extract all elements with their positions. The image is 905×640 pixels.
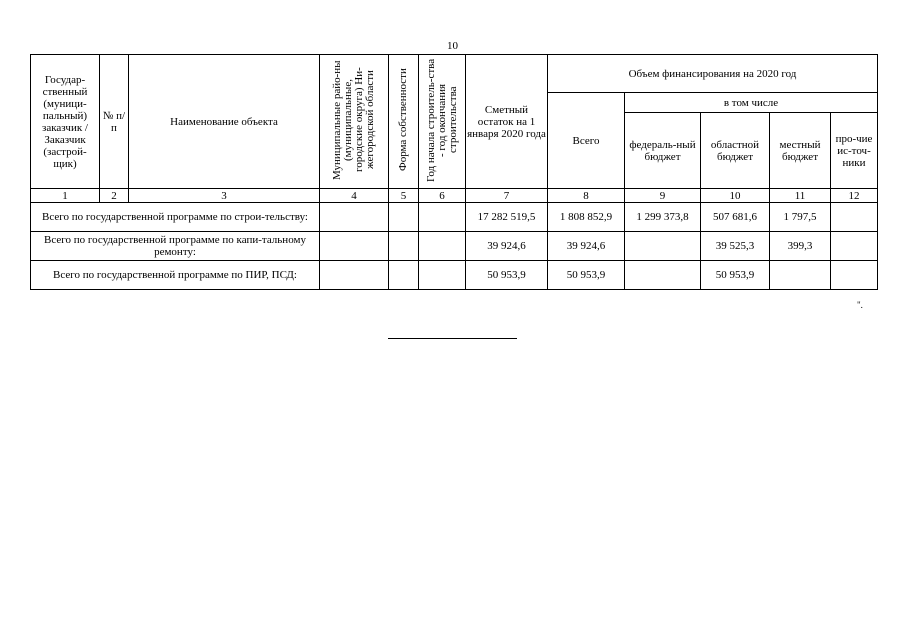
row-regional: 50 953,9: [701, 261, 770, 290]
header-row-1: [31, 55, 878, 93]
empty-cell: [320, 203, 389, 232]
header-ownership: [389, 55, 419, 189]
empty-cell: [320, 261, 389, 290]
header-federal: федераль-ный бюджет: [625, 113, 701, 189]
row-total: 39 924,6: [548, 232, 625, 261]
header-regional: областной бюджет: [701, 113, 770, 189]
header-local: местный бюджет: [770, 113, 831, 189]
header-years: [419, 55, 466, 189]
row-estimate: 17 282 519,5: [466, 203, 548, 232]
row-name: Всего по государственной программе по капи-тальному ремонту:: [31, 232, 320, 261]
table-row: [31, 261, 878, 290]
row-local: [770, 261, 831, 290]
empty-cell: [320, 232, 389, 261]
header-num: № п/п: [100, 55, 129, 189]
row-name: Всего по государственной программе по строи-тельству:: [31, 203, 320, 232]
row-name: Всего по государственной программе по ПИР, ПСД:: [31, 261, 320, 290]
header-years-text: Год начала строитель-ства - год окончания строительства: [424, 58, 459, 182]
column-number-row: [31, 189, 878, 203]
col-number: 9: [625, 189, 701, 203]
header-other: про-чие ис-точ-ники: [831, 113, 878, 189]
header-ownership-text: Форма собственности: [397, 68, 409, 172]
empty-cell: [389, 261, 419, 290]
col-number: 10: [701, 189, 770, 203]
header-total: Всего: [548, 93, 625, 189]
col-number: 2: [100, 189, 129, 203]
header-funding: Объем финансирования на 2020 год: [548, 55, 878, 93]
header-district-text: Муниципальные райо-ны (муниципальные, городские округа) Ни-жегородской области: [331, 60, 376, 180]
col-number: 3: [129, 189, 320, 203]
row-estimate: 39 924,6: [466, 232, 548, 261]
col-number: 8: [548, 189, 625, 203]
row-other: [831, 203, 878, 232]
row-other: [831, 261, 878, 290]
col-number: 6: [419, 189, 466, 203]
closing-quote-mark: ".: [857, 300, 863, 310]
row-other: [831, 232, 878, 261]
col-number: 12: [831, 189, 878, 203]
empty-cell: [419, 203, 466, 232]
header-customer: Государ-ственный (муници-пальный) заказчик / Заказчик (застрой-щик): [31, 55, 100, 189]
row-local: 1 797,5: [770, 203, 831, 232]
table-row: [31, 203, 878, 232]
header-district: [320, 55, 389, 189]
col-number: 7: [466, 189, 548, 203]
empty-cell: [419, 232, 466, 261]
row-estimate: 50 953,9: [466, 261, 548, 290]
col-number: 5: [389, 189, 419, 203]
col-number: 4: [320, 189, 389, 203]
row-total: 1 808 852,9: [548, 203, 625, 232]
row-federal: [625, 232, 701, 261]
row-regional: 39 525,3: [701, 232, 770, 261]
page-number: 10: [447, 40, 458, 52]
financing-table: [30, 54, 878, 290]
col-number: 1: [31, 189, 100, 203]
header-including: в том числе: [625, 93, 878, 113]
header-object-name: Наименование объекта: [129, 55, 320, 189]
row-local: 399,3: [770, 232, 831, 261]
empty-cell: [389, 203, 419, 232]
table-row: [31, 232, 878, 261]
row-federal: 1 299 373,8: [625, 203, 701, 232]
empty-cell: [389, 232, 419, 261]
empty-cell: [419, 261, 466, 290]
separator-line: [388, 338, 517, 339]
col-number: 11: [770, 189, 831, 203]
row-federal: [625, 261, 701, 290]
header-estimate: Сметный остаток на 1 января 2020 года: [466, 55, 548, 189]
row-total: 50 953,9: [548, 261, 625, 290]
row-regional: 507 681,6: [701, 203, 770, 232]
